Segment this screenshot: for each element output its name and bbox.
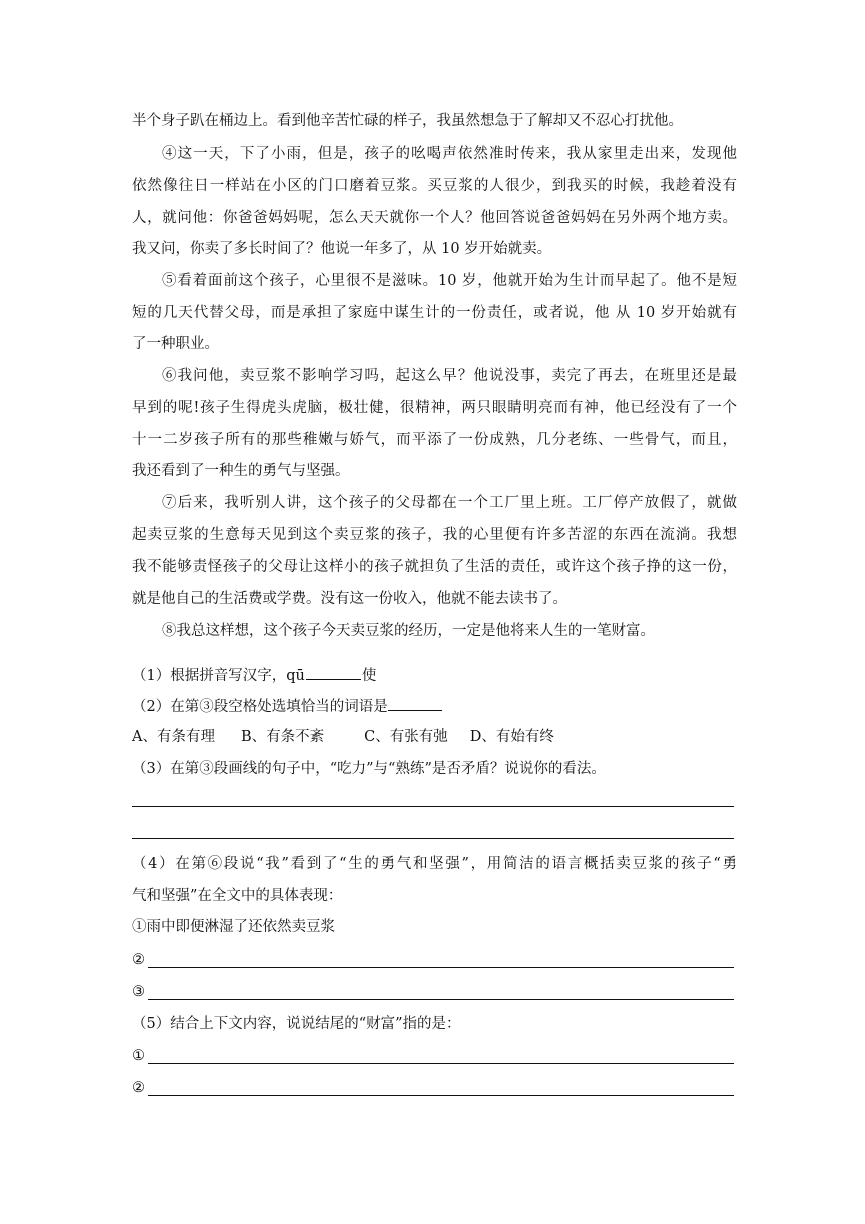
paragraph-4-line: ④这一天，下了小雨，但是，孩子的吆喝声依然准时传来，我从家里走出来，发现他 — [162, 146, 737, 162]
paragraph-4-line: 人，就问他：你爸爸妈妈呢，怎么天天就你一个人？他回答说爸爸妈妈在另外两个地方卖。 — [132, 210, 737, 226]
paragraph-7-line: 就是他自己的生活费或学费。没有这一份收入，他就不能去读书了。 — [132, 591, 567, 607]
question-1-suffix: 使 — [361, 668, 377, 684]
paragraph-5-line: ⑤看着面前这个孩子，心里很不是滋味。10 岁，他就开始为生计而早起了。他不是短 — [162, 273, 737, 289]
answer-marker: ③ — [132, 984, 145, 1000]
answer-marker: ② — [132, 952, 145, 968]
question-2 — [132, 695, 737, 717]
answer-marker: ② — [132, 1080, 145, 1096]
paragraph-7-line: 我不能够责怪孩子的父母让这样小的孩子就担负了生活的责任，或许这个孩子挣的这一份， — [132, 559, 737, 575]
answer-line[interactable] — [132, 838, 734, 839]
paragraph-4-line: 我又问，你卖了多长时间了？他说一年多了，从 10 岁开始就卖。 — [132, 241, 552, 257]
paragraph-6-line: 我还看到了一种生的勇气与坚强。 — [132, 463, 350, 479]
answer-line[interactable] — [132, 1078, 736, 1100]
question-4-line: （4）在第⑥段说“我”看到了“生的勇气和坚强”，用简洁的语言概括卖豆浆的孩子“勇 — [132, 856, 737, 872]
option-b[interactable]: B、有条不紊 — [240, 729, 325, 745]
question-4-answer-1: ①雨中即便淋湿了还依然卖豆浆 — [132, 919, 335, 935]
question-1 — [132, 664, 737, 686]
question-2-options — [132, 727, 737, 747]
paragraph-7-line: ⑦后来，我听别人讲，这个孩子的父母都在一个工厂里上班。工厂停产放假了，就做 — [162, 495, 737, 511]
answer-line[interactable] — [132, 1046, 736, 1068]
option-a[interactable]: A、有条有理 — [132, 729, 215, 745]
paragraph-6-line: 十一二岁孩子所有的那些稚嫩与娇气，而平添了一份成熟，几分老练、一些骨气，而且， — [132, 432, 737, 448]
paragraph-5-line: 短的几天代替父母，而是承担了家庭中谋生计的一份责任，或者说，他 从 10 岁开始就有 — [132, 305, 737, 321]
question-2-prompt: （2）在第③段空格处选填恰当的词语是 — [132, 699, 388, 715]
paragraph-7-line: 起卖豆浆的生意每天见到这个卖豆浆的孩子，我的心里便有许多苦涩的东西在流淌。我想 — [132, 527, 737, 543]
paragraph-8: ⑧我总这样想，这个孩子今天卖豆浆的经历，一定是他将来人生的一笔财富。 — [162, 623, 655, 639]
paragraph-4-line: 依然像往日一样站在小区的门口磨着豆浆。买豆浆的人很少，到我买的时候，我趁着没有 — [132, 178, 737, 194]
paragraph-6-line: ⑥我问他，卖豆浆不影响学习吗，起这么早？他说没事，卖完了再去，在班里还是最 — [162, 368, 737, 384]
option-c[interactable]: C、有张有弛 — [364, 729, 448, 745]
option-d[interactable]: D、有始有终 — [469, 729, 554, 745]
paragraph-6-line: 早到的呢!孩子生得虎头虎脑，极壮健，很精神，两只眼睛明亮而有神，他已经没有了一个 — [132, 400, 737, 416]
answer-marker: ① — [132, 1048, 145, 1064]
paragraph-3-tail: 半个身子趴在桶边上。看到他辛苦忙碌的样子，我虽然想急于了解却又不忍心打扰他。 — [132, 113, 683, 129]
answer-line[interactable] — [132, 806, 734, 807]
question-4-line: 气和坚强”在全文中的具体表现： — [132, 888, 343, 904]
question-5: （5）结合上下文内容，说说结尾的“财富”指的是： — [132, 1016, 461, 1032]
answer-line[interactable] — [132, 982, 736, 1004]
question-1-prompt: （1）根据拼音写汉字，qū — [132, 668, 305, 684]
answer-blank[interactable] — [306, 664, 361, 680]
paragraph-5-line: 了一种职业。 — [132, 336, 219, 352]
answer-blank[interactable] — [388, 695, 442, 711]
question-3: （3）在第③段画线的句子中，“吃力”与“熟练”是否矛盾？说说你的看法。 — [132, 761, 606, 777]
answer-line[interactable] — [132, 950, 736, 972]
